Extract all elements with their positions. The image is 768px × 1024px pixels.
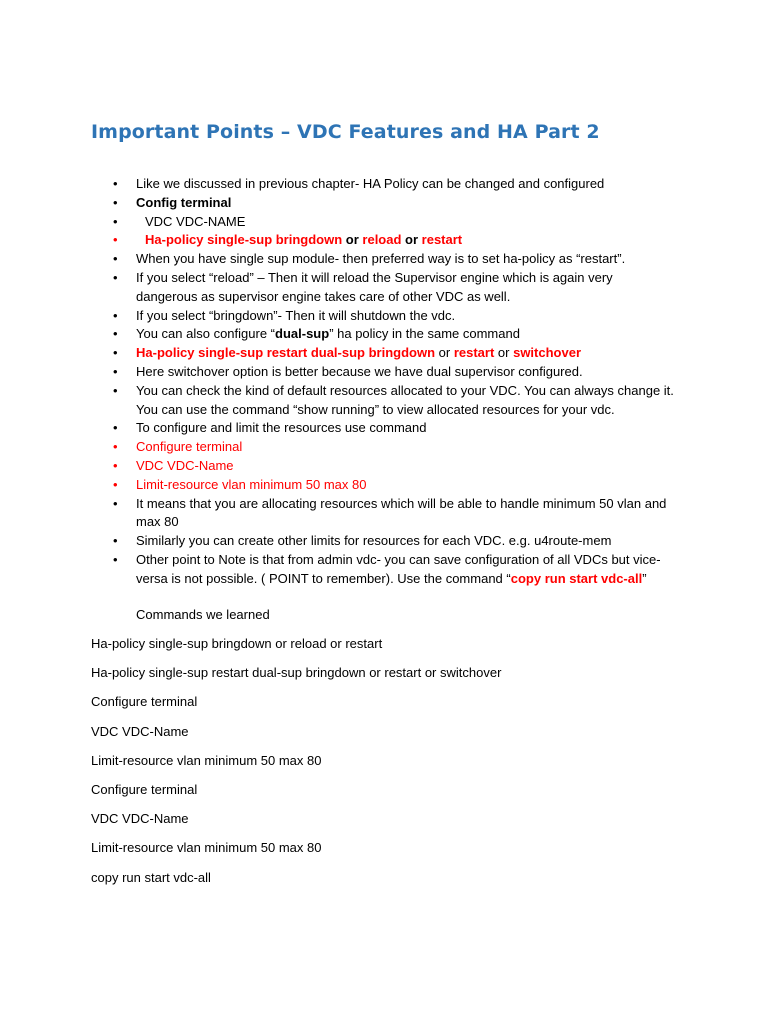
bullet-text: Similarly you can create other limits for resources for each VDC. e.g. u4route-mem	[136, 533, 612, 549]
command-line: Configure terminal	[91, 694, 198, 710]
bullet-text: or	[342, 232, 363, 248]
bullet-text: restart	[421, 232, 463, 248]
bullet-text: VDC VDC-Name	[136, 457, 234, 473]
bullet-dot-icon: •	[113, 307, 118, 323]
bullet-item	[0, 250, 676, 269]
bullet-item	[0, 269, 676, 307]
bullet-dot-icon: •	[113, 382, 118, 398]
bullet-text: or	[435, 345, 454, 361]
bullet-text: When you have single sup module- then preferred way is to set ha-policy as “restart”.	[136, 251, 626, 267]
bullet-dot-icon: •	[113, 457, 118, 473]
bullet-item	[0, 231, 676, 250]
bullet-item	[0, 551, 676, 589]
bullet-text: Ha-policy single-sup bringdown	[145, 232, 343, 248]
bullet-dot-icon: •	[113, 232, 118, 248]
bullet-text: If you select “reload” – Then it will reload the Supervisor engine which is again very dangerous as supervisor engine takes care of other VDC as well.	[136, 269, 613, 304]
bullet-text: VDC VDC-NAME	[145, 213, 246, 229]
commands-list	[91, 634, 501, 897]
command-line: Configure terminal	[91, 781, 198, 797]
bullet-text: ”	[642, 570, 647, 586]
bullet-text: reload	[362, 232, 402, 248]
bullet-dot-icon: •	[113, 533, 118, 549]
bullet-dot-icon: •	[113, 551, 118, 567]
bullet-dot-icon: •	[113, 176, 118, 191]
commands-heading: Commands we learned	[136, 607, 270, 622]
bullet-text: Ha-policy single-sup restart dual-sup bringdown	[136, 345, 436, 361]
bullet-text: copy run start vdc-all	[510, 570, 643, 586]
bullet-text: ” ha policy in the same command	[329, 326, 520, 342]
bullet-text: or	[401, 232, 422, 248]
bullet-text: dual-sup	[275, 326, 330, 342]
bullet-text: Configure terminal	[136, 439, 243, 455]
bullet-text: It means that you are allocating resources which will be able to handle minimum 50 vlan and max 80	[136, 495, 667, 530]
bullet-dot-icon: •	[113, 251, 118, 267]
bullet-text: restart	[453, 345, 495, 361]
bullet-item	[0, 213, 676, 232]
command-line: Ha-policy single-sup restart dual-sup bringdown or restart or switchover	[91, 665, 502, 681]
bullet-dot-icon: •	[113, 439, 118, 455]
bullet-text: Limit-resource vlan minimum 50 max 80	[136, 476, 367, 492]
bullet-item	[0, 175, 676, 194]
bullet-item	[0, 194, 676, 213]
bullet-item	[0, 307, 676, 326]
bullet-dot-icon: •	[113, 194, 118, 210]
command-line: Limit-resource vlan minimum 50 max 80	[91, 840, 322, 856]
command-line: VDC VDC-Name	[91, 811, 189, 827]
bullet-text: Other point to Note is that from admin vdc- you can save configuration of all VDCs but vice-versa is not possible. ( POINT to remember). Use the command “	[136, 551, 661, 586]
bullet-dot-icon: •	[113, 269, 118, 285]
bullet-item	[0, 382, 676, 420]
bullet-item	[0, 438, 676, 457]
bullet-item	[0, 419, 676, 438]
bullet-text: If you select “bringdown”- Then it will shutdown the vdc.	[136, 307, 456, 323]
bullet-item	[0, 344, 676, 363]
command-line: Limit-resource vlan minimum 50 max 80	[91, 752, 322, 768]
bullet-item	[0, 532, 676, 551]
bullet-text: Config terminal	[136, 194, 232, 210]
bullet-text: Like we discussed in previous chapter- HA Policy can be changed and configured	[136, 176, 605, 191]
bullet-item	[0, 476, 676, 495]
bullet-item	[0, 495, 676, 533]
bullet-text: Here switchover option is better because we have dual supervisor configured.	[136, 363, 583, 379]
bullet-text: You can check the kind of default resources allocated to your VDC. You can always change it. You can use the command “show running” to view allocated resources for your vdc.	[136, 382, 674, 417]
command-line: Ha-policy single-sup bringdown or reload or restart	[91, 636, 383, 651]
bullet-dot-icon: •	[113, 363, 118, 379]
bullet-dot-icon: •	[113, 345, 118, 361]
bullet-text: To configure and limit the resources use command	[136, 420, 427, 436]
bullet-text: You can also configure “	[136, 326, 276, 342]
bullet-dot-icon: •	[113, 495, 118, 511]
bullet-item	[0, 457, 676, 476]
bullet-dot-icon: •	[113, 476, 118, 492]
bullet-dot-icon: •	[113, 213, 118, 229]
bullet-item	[0, 325, 676, 344]
bullet-text: switchover	[513, 345, 582, 361]
page-title: Important Points – VDC Features and HA Part 2	[91, 121, 600, 143]
command-line: VDC VDC-Name	[91, 723, 189, 739]
bullet-text: or	[494, 345, 514, 361]
bullet-dot-icon: •	[113, 420, 118, 436]
bullet-item	[0, 363, 676, 382]
bullet-list	[0, 175, 768, 589]
bullet-dot-icon: •	[113, 326, 118, 342]
command-line: copy run start vdc-all	[91, 869, 211, 885]
